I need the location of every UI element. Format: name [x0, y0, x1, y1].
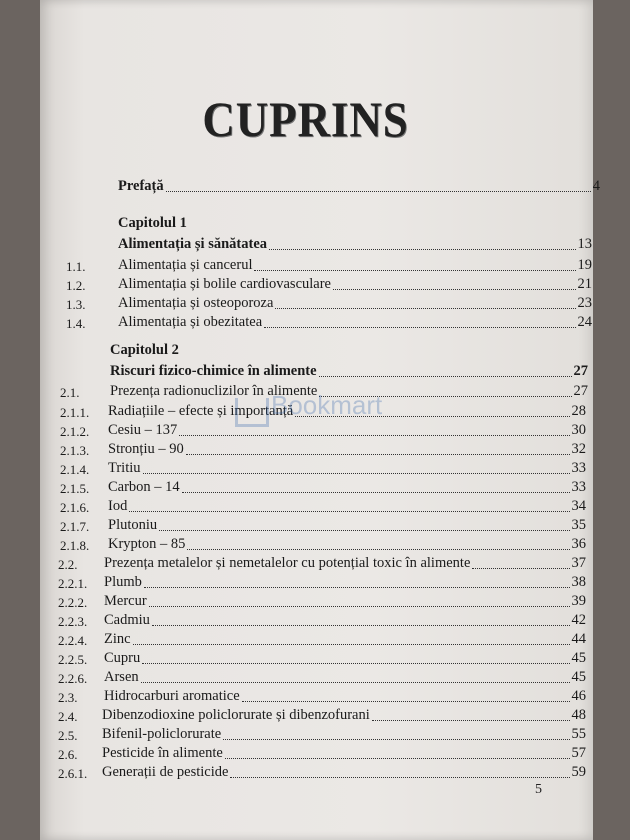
toc-entry-number: 2.6.1.: [58, 766, 88, 781]
toc-entry-number: 2.6.: [58, 747, 78, 762]
toc-entry-page: 39: [571, 593, 586, 609]
toc-entry-number: 1.4.: [66, 316, 86, 331]
toc-entry-number: 2.2.5.: [58, 652, 88, 667]
toc-entry-page: 59: [571, 764, 586, 780]
toc-entry-page: 45: [571, 669, 586, 685]
toc-entry-label: Cupru: [104, 650, 141, 666]
toc-entry: [104, 669, 586, 686]
toc-entry: [104, 574, 586, 591]
toc-entry-chapter-title: [110, 363, 588, 380]
bookmart-watermark: [235, 392, 405, 452]
toc-entry-page: 33: [571, 460, 586, 476]
toc-entry-page: 4: [592, 178, 600, 194]
dot-leader: [149, 606, 570, 607]
dot-leader: [144, 587, 570, 588]
dot-leader: [264, 327, 575, 328]
dot-leader: [254, 270, 575, 271]
dot-leader: [230, 777, 569, 778]
toc-entry-label: Cesiu – 137: [108, 422, 178, 438]
toc-entry-number: 2.5.: [58, 728, 78, 743]
dot-leader: [143, 473, 570, 474]
toc-entry-label: Bifenil-policlorurate: [102, 726, 222, 742]
toc-entry-number: 2.3.: [58, 690, 78, 705]
toc-entry: [108, 460, 586, 477]
dot-leader: [152, 625, 570, 626]
dot-leader: [275, 308, 575, 309]
toc-entry-number: 2.2.3.: [58, 614, 88, 629]
toc-entry-label: Plumb: [104, 574, 142, 590]
dot-leader: [186, 454, 570, 455]
toc-entry-chapter-title: [118, 236, 592, 253]
toc-entry-page: 45: [571, 650, 586, 666]
toc-entry-number: 1.1.: [66, 259, 86, 274]
toc-entry-page: 34: [571, 498, 586, 514]
toc-entry-label: Krypton – 85: [108, 536, 186, 552]
dot-leader: [242, 701, 570, 702]
toc-entry-label: Alimentația și sănătatea: [118, 236, 268, 252]
toc-entry-label: Carbon – 14: [108, 479, 180, 495]
toc-entry: [104, 593, 586, 610]
toc-entry: [118, 257, 592, 274]
toc-entry-number: 2.4.: [58, 709, 78, 724]
toc-entry-number: 2.1.: [60, 385, 80, 400]
toc-entry-page: 33: [571, 479, 586, 495]
toc-entry-number: 2.1.3.: [60, 443, 90, 458]
book-icon: [235, 398, 269, 427]
toc-entry-number: 2.1.8.: [60, 538, 90, 553]
toc-entry-page: 57: [571, 745, 586, 761]
dot-leader: [159, 530, 569, 531]
page-number: 5: [535, 782, 542, 797]
toc-entry: [118, 314, 592, 331]
toc-entry: [104, 555, 586, 572]
toc-entry: [108, 517, 586, 534]
toc-entry-number: 2.1.1.: [60, 405, 90, 420]
toc-entry-label: Iod: [108, 498, 128, 514]
toc-entry: [104, 688, 586, 705]
toc-entry-number: 2.1.7.: [60, 519, 90, 534]
toc-entry-label: Alimentația și bolile cardiovasculare: [118, 276, 331, 292]
dot-leader: [225, 758, 570, 759]
dot-leader: [269, 249, 575, 250]
toc-entry-page: 28: [571, 403, 586, 419]
toc-entry-number: 2.2.: [58, 557, 78, 572]
dot-leader: [187, 549, 569, 550]
toc-entry-page: 27: [573, 363, 588, 379]
dot-leader: [472, 568, 569, 569]
dot-leader: [133, 644, 570, 645]
toc-entry: [102, 707, 586, 724]
dot-leader: [333, 289, 576, 290]
toc-entry-number: 2.2.1.: [58, 576, 88, 591]
toc-entry-number: 2.1.5.: [60, 481, 90, 496]
toc-entry-page: 44: [571, 631, 586, 647]
chapter-heading: Capitolul 1: [118, 215, 187, 231]
toc-entry-number: 1.3.: [66, 297, 86, 312]
watermark-text: Bookmart: [271, 390, 383, 420]
toc-entry-page: 35: [571, 517, 586, 533]
toc-entry-label: Generații de pesticide: [102, 764, 229, 780]
toc-entry-page: 38: [571, 574, 586, 590]
toc-entry-number: 2.1.4.: [60, 462, 90, 477]
toc-entry-label: Alimentația și osteoporoza: [118, 295, 274, 311]
toc-entry-label: Riscuri fizico-chimice în alimente: [110, 363, 317, 379]
toc-entry-number: 2.2.2.: [58, 595, 88, 610]
toc-entry-page: 30: [571, 422, 586, 438]
toc-entry: [118, 276, 592, 293]
toc-entry-number: 1.2.: [66, 278, 86, 293]
toc-entry-label: Alimentația și obezitatea: [118, 314, 263, 330]
toc-entry-label: Prezența radionuclizilor în alimente: [110, 383, 318, 399]
toc-entry-label: Cadmiu: [104, 612, 150, 628]
toc-entry-page: 46: [571, 688, 586, 704]
dot-leader: [372, 720, 570, 721]
toc-entry-page: 27: [573, 383, 588, 399]
toc-entry-label: Stronțiu – 90: [108, 441, 184, 457]
toc-entry-label: Dibenzodioxine policlorurate și dibenzofurani: [102, 707, 370, 723]
toc-entry-page: 42: [571, 612, 586, 628]
toc-entry: [108, 536, 586, 553]
toc-entry-prefata: [118, 178, 600, 195]
toc-entry: [102, 726, 586, 743]
dot-leader: [182, 492, 570, 493]
toc-entry: [102, 764, 586, 781]
toc-entry-label: Prezența metalelor și nemetalelor cu potențial toxic în alimente: [104, 555, 471, 571]
toc-entry-page: 37: [571, 555, 586, 571]
toc-entry: [104, 650, 586, 667]
toc-entry: [108, 498, 586, 515]
page-title: CUPRINS: [202, 91, 409, 147]
toc-entry-label: Prefață: [118, 178, 164, 194]
chapter-heading: Capitolul 2: [110, 342, 179, 358]
toc-entry-number: 2.1.2.: [60, 424, 90, 439]
toc-entry-label: Alimentația și cancerul: [118, 257, 253, 273]
dot-leader: [129, 511, 569, 512]
toc-entry: [104, 631, 586, 648]
toc-entry-label: Arsen: [104, 669, 139, 685]
toc-entry-number: 2.1.6.: [60, 500, 90, 515]
dot-leader: [166, 191, 591, 192]
toc-entry-label: Radiațiile – efecte și importanță: [108, 403, 294, 419]
toc-entry: [102, 745, 586, 762]
toc-entry: [108, 479, 586, 496]
toc-entry-page: 55: [571, 726, 586, 742]
toc-entry-label: Zinc: [104, 631, 131, 647]
toc-entry-page: 13: [577, 236, 592, 252]
dot-leader: [142, 663, 569, 664]
dot-leader: [141, 682, 570, 683]
toc-entry-page: 21: [577, 276, 592, 292]
toc-entry-page: 24: [577, 314, 592, 330]
dot-leader: [319, 376, 572, 377]
toc-entry-page: 36: [571, 536, 586, 552]
toc-entry: [104, 612, 586, 629]
toc-entry-label: Plutoniu: [108, 517, 158, 533]
toc-entry-page: 23: [577, 295, 592, 311]
toc-entry-page: 32: [571, 441, 586, 457]
toc-entry: [118, 295, 592, 312]
dot-leader: [223, 739, 569, 740]
toc-entry-page: 19: [577, 257, 592, 273]
toc-entry-number: 2.2.4.: [58, 633, 88, 648]
toc-entry-label: Pesticide în alimente: [102, 745, 223, 761]
book-page: [40, 0, 600, 840]
toc-entry-page: 48: [571, 707, 586, 723]
toc-entry-label: Mercur: [104, 593, 147, 609]
toc-entry-label: Hidrocarburi aromatice: [104, 688, 240, 704]
toc-entry-number: 2.2.6.: [58, 671, 88, 686]
toc-entry-label: Tritiu: [108, 460, 141, 476]
